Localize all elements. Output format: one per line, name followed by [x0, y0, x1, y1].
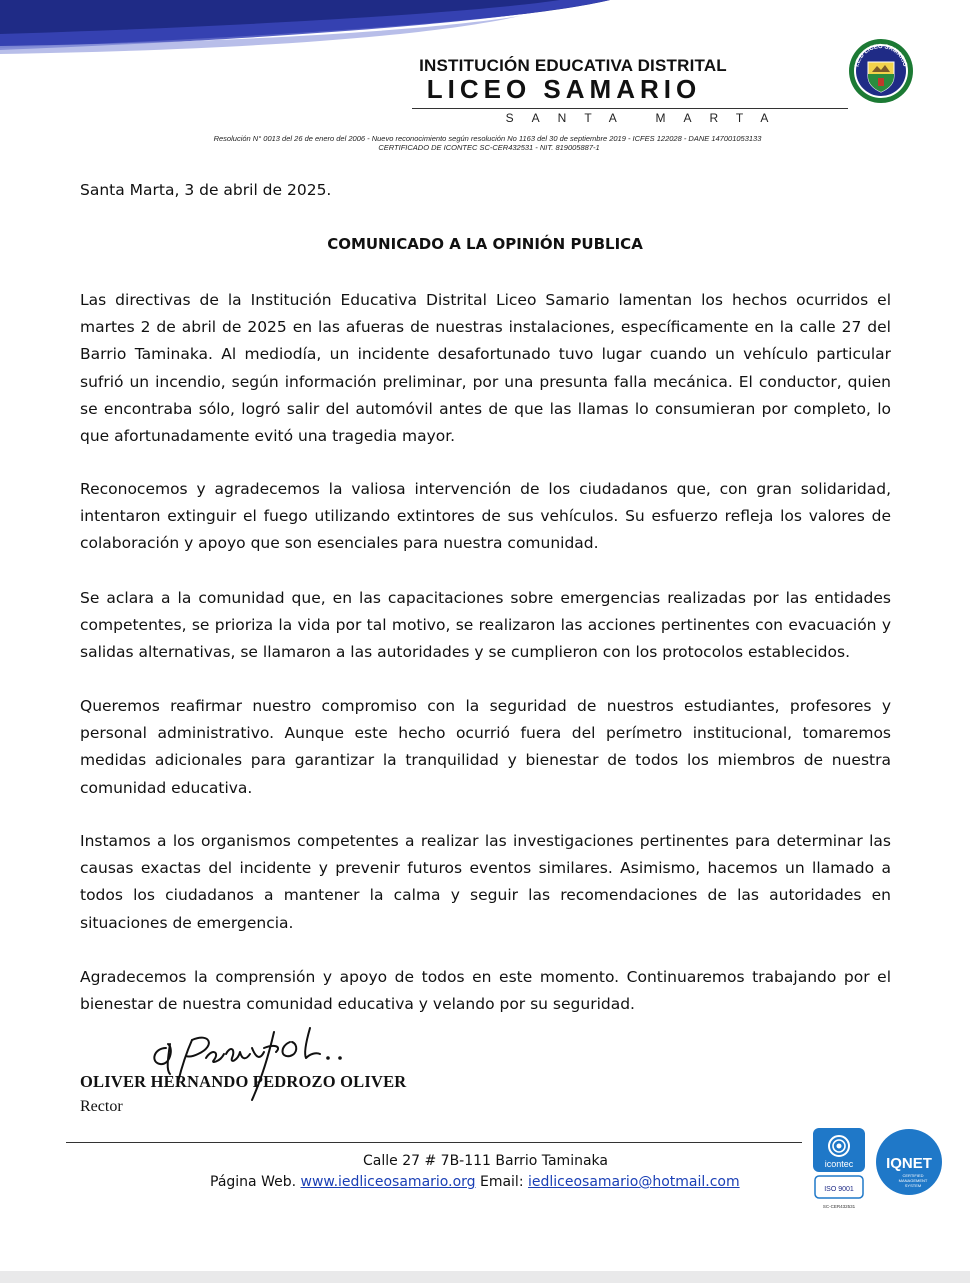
school-crest-logo — [848, 38, 914, 104]
paragraph: Reconocemos y agradecemos la valiosa intervención de los ciudadanos que, con gran solidaridad, intentaron extinguir el fuego utilizando extintores de sus vehículos. Su esfuerzo refleja los valores de colaboración y apoyo que son esenciales para nuestra comunidad. — [80, 480, 891, 553]
paragraph: Agradecemos la comprensión y apoyo de todos en este momento. Continuaremos trabajando por el bienestar de nuestra comunidad educativa y velando por su seguridad. — [80, 968, 891, 1014]
iqnet-brand: IQNET — [886, 1155, 932, 1172]
page-bottom-edge — [0, 1271, 970, 1283]
school-name: LICEO SAMARIO — [426, 74, 702, 104]
signer-name: OLIVER HERNANDO PEDROZO OLIVER — [80, 1072, 407, 1091]
resolution-line-2: CERTIFICADO DE ICONTEC SC-CER432531 - NIT. 819005887-1 — [378, 143, 600, 152]
email-link[interactable]: iedliceosamario@hotmail.com — [528, 1174, 740, 1190]
paragraph: Queremos reafirmar nuestro compromiso con la seguridad de nuestros estudiantes, profesores y personal administrativo. Aunque este hecho ocurrió fuera del perímetro institucional, tomaremos medidas adicionales para garantizar la tranquilidad y bienestar de todos los miembros de nuestra comunidad educativa. — [80, 697, 891, 797]
paragraph: Instamos a los organismos competentes a realizar las investigaciones pertinentes para determinar las causas exactas del incidente y prevenir futuros eventos similares. Asimismo, hacemos un llamado a todos los ciudadanos a mantener la calma y seguir las recomendaciones de las autoridades en situaciones de emergencia. — [80, 832, 891, 932]
header-swoosh — [0, 0, 970, 60]
city-name: SANTA MARTA — [505, 111, 787, 125]
letter-date: Santa Marta, 3 de abril de 2025. — [80, 181, 332, 199]
institution-name: INSTITUCIÓN EDUCATIVA DISTRITAL — [419, 56, 727, 75]
paragraph: Las directivas de la Institución Educativa Distrital Liceo Samario lamentan los hechos ocurridos el martes 2 de abril de 2025 en las afueras de nuestras instalaciones, específicamente en la calle 27 del Barrio Taminaka. Al mediodía, un incidente desafortunado tuvo lugar cuando un vehículo particular sufrió un incendio, según información preliminar, por una presunta falla mecánica. El conductor, quien se encontraba sólo, logró salir del automóvil antes de que las llamas lo consumieran por completo, lo que afortunadamente evitó una tragedia mayor. — [80, 291, 891, 446]
icontec-brand: icontec — [824, 1159, 854, 1169]
footer-contact — [210, 1174, 740, 1190]
icontec-code: SC-CER432531 — [822, 1204, 856, 1209]
header-divider — [412, 108, 848, 109]
paragraph: Se aclara a la comunidad que, en las capacitaciones sobre emergencias realizadas por las entidades competentes, se prioriza la vida por tal motivo, se realizaron las acciones pertinentes con evacuación y salidas alternativas, se llamaron a las autoridades y se cumplieron con los protocolos establecidos. — [80, 589, 891, 662]
iqnet-certification-logo — [875, 1128, 943, 1196]
footer-divider — [66, 1142, 802, 1143]
handwritten-signature-icon — [140, 1018, 360, 1108]
icontec-standard: ISO 9001 — [824, 1186, 854, 1193]
web-label: Página Web. — [210, 1174, 297, 1190]
iqnet-caption-1: CERTIFIED — [902, 1173, 924, 1178]
email-label: Email: — [479, 1174, 524, 1190]
resolution-line-1: Resolución N° 0013 del 26 de enero del 2006 - Nuevo reconocimiento según resolución No 1163 del 30 de septiembre 2019 - ICFES 122028 - DANE 147001053133 — [213, 134, 762, 143]
signer-role: Rector — [80, 1098, 123, 1115]
iqnet-caption-3: SYSTEM — [904, 1183, 922, 1188]
website-link[interactable]: www.iedliceosamario.org — [300, 1174, 476, 1190]
icontec-certification-logo — [813, 1128, 865, 1214]
iqnet-caption-2: MANAGEMENT — [898, 1178, 928, 1183]
letter-title: COMUNICADO A LA OPINIÓN PUBLICA — [327, 235, 643, 253]
footer-address: Calle 27 # 7B-111 Barrio Taminaka — [363, 1153, 608, 1169]
svg-text:I.E.D LICEO SAMARIO: I.E.D LICEO SAMARIO — [854, 43, 908, 68]
